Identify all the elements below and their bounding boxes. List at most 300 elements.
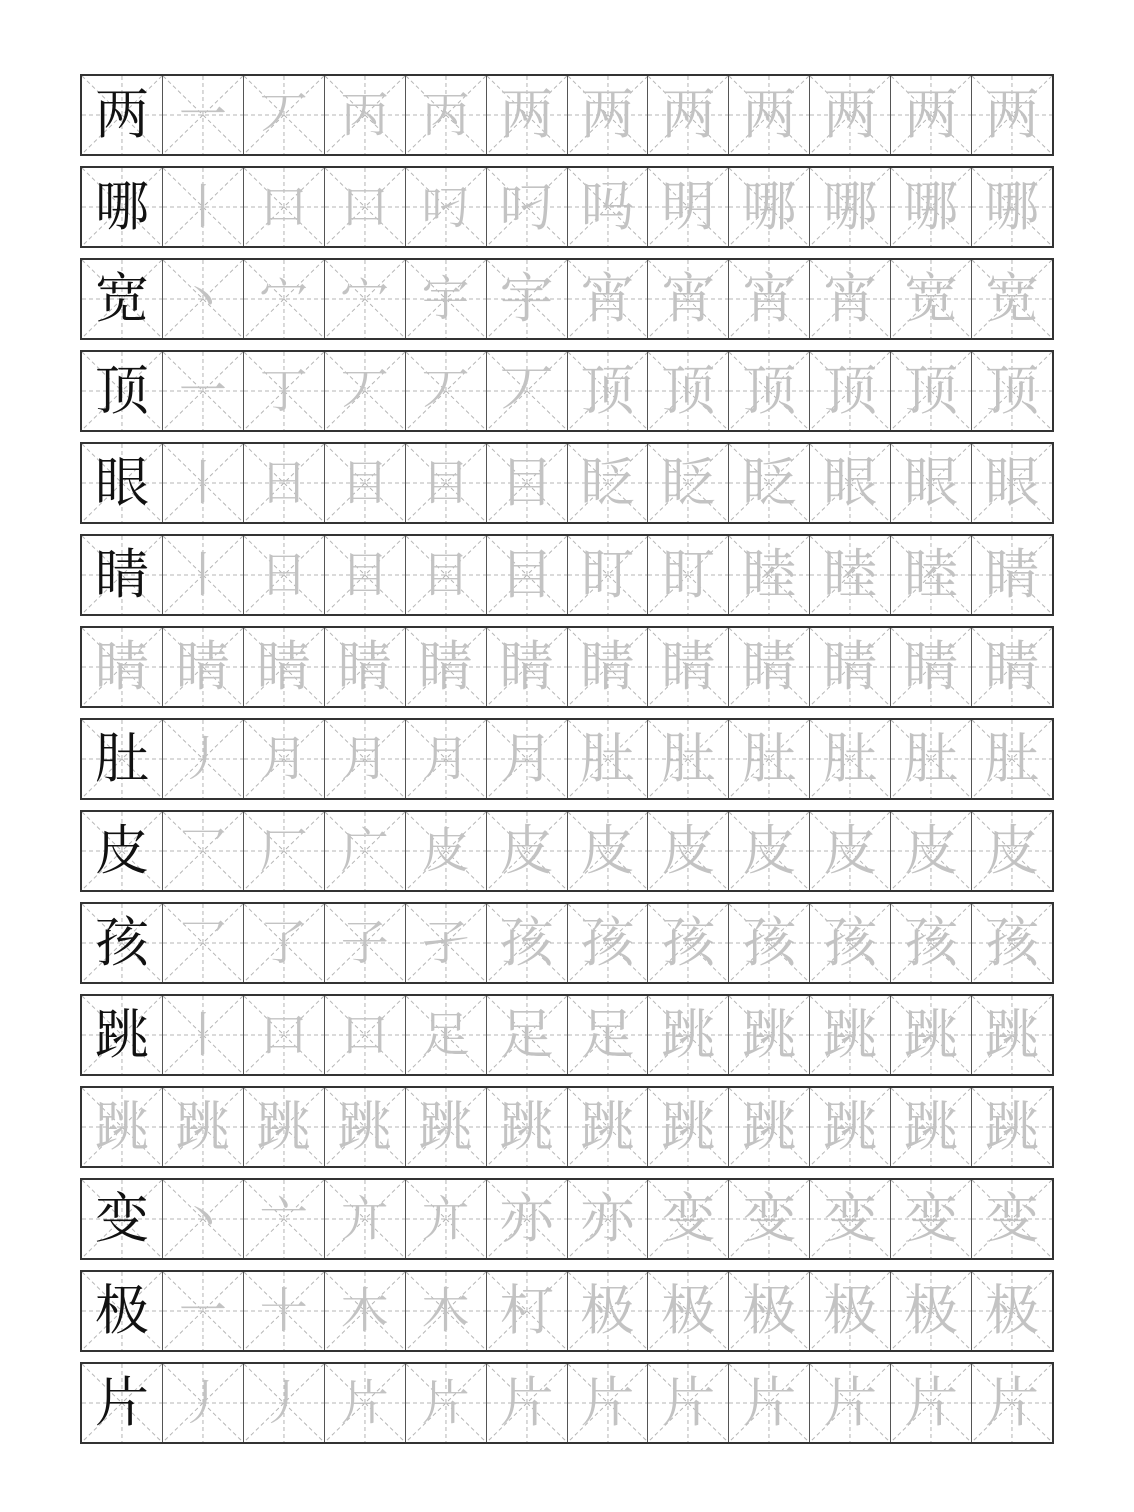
trace-character: 两 (985, 83, 1040, 146)
trace-character: 片 (742, 1371, 797, 1434)
tracing-box (324, 352, 405, 430)
trace-character: 睛 (661, 635, 716, 698)
trace-character: 极 (823, 1279, 878, 1342)
tracing-box (647, 904, 728, 982)
tracing-box (486, 260, 567, 338)
tracing-box (324, 444, 405, 522)
tracing-box (809, 996, 890, 1074)
trace-character: 宀 (340, 271, 389, 327)
trace-character: 丿 (259, 1375, 308, 1431)
tracing-box (567, 904, 648, 982)
tracing-box (324, 168, 405, 246)
model-character: 睛 (94, 543, 149, 606)
tracing-box (809, 76, 890, 154)
trace-character: 肚 (661, 727, 716, 790)
tracing-box (486, 1088, 567, 1166)
trace-character: 目 (499, 451, 554, 514)
practice-row (80, 74, 1054, 156)
tracing-box (243, 76, 324, 154)
tracing-box (728, 904, 809, 982)
tracing-box (647, 812, 728, 890)
trace-character: 皮 (985, 819, 1040, 882)
tracing-box (890, 812, 971, 890)
tracing-box (405, 1180, 486, 1258)
trace-character: 跳 (742, 1003, 797, 1066)
trace-character: 睛 (175, 635, 230, 698)
trace-character: 跳 (418, 1095, 473, 1158)
trace-character: 月 (499, 727, 554, 790)
trace-character: 宇 (499, 267, 554, 330)
trace-character: 厂 (259, 823, 308, 879)
trace-character: 肚 (985, 727, 1040, 790)
trace-character: 极 (580, 1279, 635, 1342)
tracing-box (647, 76, 728, 154)
tracing-box (162, 1180, 243, 1258)
tracing-box (809, 1180, 890, 1258)
tracing-box (486, 904, 567, 982)
tracing-box (567, 720, 648, 798)
tracing-box (486, 1364, 567, 1442)
trace-character: 广 (340, 823, 389, 879)
tracing-box (324, 1364, 405, 1442)
trace-character: 皮 (421, 823, 470, 879)
tracing-box (971, 352, 1052, 430)
tracing-box (647, 260, 728, 338)
tracing-box (486, 1272, 567, 1350)
trace-character: 口 (259, 179, 308, 235)
trace-character: 睛 (499, 635, 554, 698)
trace-character: 孩 (742, 911, 797, 974)
trace-character: 变 (661, 1187, 716, 1250)
trace-character: 足 (580, 1003, 635, 1066)
tracing-box (647, 444, 728, 522)
tracing-box (728, 444, 809, 522)
trace-character: 目 (340, 455, 389, 511)
trace-character: 丨 (178, 455, 227, 511)
tracing-box (890, 352, 971, 430)
trace-character: 跳 (256, 1095, 311, 1158)
trace-character: 睛 (337, 635, 392, 698)
trace-character: 月 (259, 731, 308, 787)
trace-character: 丨 (178, 547, 227, 603)
practice-row (80, 534, 1054, 616)
tracing-box (243, 720, 324, 798)
trace-character: 叼 (421, 179, 470, 235)
trace-character: 宽 (985, 267, 1040, 330)
trace-character: 片 (340, 1375, 389, 1431)
trace-character: 睦 (742, 543, 797, 606)
tracing-box (890, 720, 971, 798)
tracing-box (405, 352, 486, 430)
trace-character: 肚 (904, 727, 959, 790)
trace-character: 月 (421, 731, 470, 787)
tracing-box (728, 628, 809, 706)
trace-character: 丆 (499, 359, 554, 422)
trace-character: 一 (178, 1283, 227, 1339)
trace-character: 丆 (259, 87, 308, 143)
trace-character: 孩 (661, 911, 716, 974)
tracing-box (486, 628, 567, 706)
tracing-box (567, 628, 648, 706)
tracing-box (243, 904, 324, 982)
trace-character: 足 (499, 1003, 554, 1066)
trace-character: 肚 (742, 727, 797, 790)
tracing-box (324, 1180, 405, 1258)
tracing-box (728, 996, 809, 1074)
tracing-box (243, 260, 324, 338)
tracing-box (647, 628, 728, 706)
tracing-box (971, 536, 1052, 614)
trace-character: 皮 (742, 819, 797, 882)
tracing-box (243, 536, 324, 614)
practice-row (80, 1270, 1054, 1352)
trace-character: 丶 (178, 271, 227, 327)
tracing-box (162, 628, 243, 706)
trace-character: 极 (985, 1279, 1040, 1342)
practice-row (80, 1178, 1054, 1260)
tracing-box (728, 1272, 809, 1350)
trace-character: 足 (421, 1007, 470, 1063)
trace-character: 片 (661, 1371, 716, 1434)
trace-character: 丿 (178, 1375, 227, 1431)
tracing-box (405, 1364, 486, 1442)
tracing-box (647, 168, 728, 246)
tracing-box (890, 536, 971, 614)
tracing-box (890, 1088, 971, 1166)
tracing-box (728, 1364, 809, 1442)
tracing-box (809, 904, 890, 982)
trace-character: 口 (259, 1007, 308, 1063)
trace-character: 哪 (742, 175, 797, 238)
tracing-box (809, 536, 890, 614)
tracing-box (567, 260, 648, 338)
trace-character: 两 (823, 83, 878, 146)
trace-character: 睛 (742, 635, 797, 698)
trace-character: 亦 (499, 1187, 554, 1250)
tracing-box (647, 1272, 728, 1350)
tracing-box (809, 812, 890, 890)
tracing-box (405, 536, 486, 614)
tracing-box (728, 76, 809, 154)
trace-character: 一 (178, 363, 227, 419)
tracing-box (890, 168, 971, 246)
tracing-box (405, 168, 486, 246)
tracing-box (728, 1180, 809, 1258)
trace-character: 孩 (904, 911, 959, 974)
trace-character: 孑 (421, 915, 470, 971)
trace-character: 皮 (499, 819, 554, 882)
trace-character: 睛 (985, 635, 1040, 698)
model-character: 跳 (94, 1095, 149, 1158)
tracing-box (728, 352, 809, 430)
model-character: 宽 (94, 267, 149, 330)
trace-character: 片 (823, 1371, 878, 1434)
tracing-box (486, 536, 567, 614)
tracing-box (405, 444, 486, 522)
tracing-box (567, 1180, 648, 1258)
tracing-box (647, 352, 728, 430)
tracing-box (647, 720, 728, 798)
trace-character: 变 (985, 1187, 1040, 1250)
trace-character: 肚 (823, 727, 878, 790)
tracing-box (162, 352, 243, 430)
tracing-box (324, 1272, 405, 1350)
model-character: 睛 (94, 635, 149, 698)
tracing-box (405, 76, 486, 154)
tracing-box (890, 628, 971, 706)
practice-row (80, 350, 1054, 432)
tracing-box (971, 1088, 1052, 1166)
model-character: 变 (94, 1187, 149, 1250)
trace-character: 眨 (661, 451, 716, 514)
trace-character: 叼 (499, 175, 554, 238)
trace-character: 跳 (499, 1095, 554, 1158)
tracing-box (809, 444, 890, 522)
tracing-box (162, 444, 243, 522)
tracing-box (567, 444, 648, 522)
tracing-box (971, 812, 1052, 890)
tracing-box (486, 76, 567, 154)
trace-character: 了 (259, 915, 308, 971)
tracing-box (486, 996, 567, 1074)
tracing-box (567, 536, 648, 614)
tracing-box (405, 996, 486, 1074)
trace-character: 两 (904, 83, 959, 146)
trace-character: 跳 (823, 1095, 878, 1158)
tracing-box (809, 352, 890, 430)
tracing-box (162, 996, 243, 1074)
tracing-box (890, 1180, 971, 1258)
trace-character: 片 (904, 1371, 959, 1434)
trace-character: 木 (421, 1283, 470, 1339)
trace-character: 孩 (823, 911, 878, 974)
tracing-box (486, 168, 567, 246)
tracing-box (324, 996, 405, 1074)
model-character-box (82, 1180, 162, 1258)
trace-character: 跳 (985, 1095, 1040, 1158)
trace-character: 宵 (742, 267, 797, 330)
tracing-box (647, 1180, 728, 1258)
tracing-box (162, 1272, 243, 1350)
trace-character: 眼 (823, 451, 878, 514)
trace-character: 丨 (178, 179, 227, 235)
trace-character: 跳 (337, 1095, 392, 1158)
trace-character: 变 (823, 1187, 878, 1250)
tracing-box (405, 260, 486, 338)
trace-character: 跳 (661, 1095, 716, 1158)
trace-character: 片 (421, 1375, 470, 1431)
trace-character: 眨 (580, 451, 635, 514)
tracing-box (486, 812, 567, 890)
practice-row (80, 810, 1054, 892)
model-character-box (82, 1088, 162, 1166)
practice-row (80, 442, 1054, 524)
trace-character: 朾 (499, 1279, 554, 1342)
practice-row (80, 258, 1054, 340)
practice-grid (80, 74, 1054, 1454)
tracing-box (324, 76, 405, 154)
trace-character: 片 (580, 1371, 635, 1434)
tracing-box (647, 1364, 728, 1442)
trace-character: 宵 (823, 267, 878, 330)
trace-character: 两 (661, 83, 716, 146)
tracing-box (890, 444, 971, 522)
trace-character: 日 (259, 547, 308, 603)
tracing-box (567, 1272, 648, 1350)
tracing-box (809, 1088, 890, 1166)
trace-character: 口 (340, 1007, 389, 1063)
tracing-box (243, 168, 324, 246)
trace-character: 片 (985, 1371, 1040, 1434)
tracing-box (243, 352, 324, 430)
trace-character: 跳 (580, 1095, 635, 1158)
trace-character: 片 (499, 1371, 554, 1434)
tracing-box (971, 1180, 1052, 1258)
trace-character: 睛 (985, 543, 1040, 606)
model-character: 肚 (94, 727, 149, 790)
tracing-box (728, 536, 809, 614)
practice-row (80, 1086, 1054, 1168)
tracing-box (890, 904, 971, 982)
trace-character: 宵 (661, 267, 716, 330)
trace-character: 顶 (985, 359, 1040, 422)
trace-character: 睛 (256, 635, 311, 698)
tracing-box (243, 628, 324, 706)
model-character-box (82, 444, 162, 522)
model-character: 皮 (94, 819, 149, 882)
model-character: 哪 (94, 175, 149, 238)
trace-character: 丨 (178, 1007, 227, 1063)
trace-character: 变 (742, 1187, 797, 1250)
trace-character: 丶 (178, 1191, 227, 1247)
tracing-box (405, 904, 486, 982)
tracing-box (971, 628, 1052, 706)
tracing-box (243, 996, 324, 1074)
tracing-box (971, 444, 1052, 522)
trace-character: 宀 (259, 271, 308, 327)
trace-character: 孩 (499, 911, 554, 974)
trace-character: 两 (580, 83, 635, 146)
trace-character: 明 (661, 175, 716, 238)
tracing-box (162, 1088, 243, 1166)
trace-character: 十 (259, 1283, 308, 1339)
tracing-box (567, 812, 648, 890)
trace-character: 一 (178, 87, 227, 143)
tracing-box (647, 996, 728, 1074)
tracing-box (324, 1088, 405, 1166)
trace-character: 哪 (985, 175, 1040, 238)
tracing-box (324, 812, 405, 890)
trace-character: 目 (499, 543, 554, 606)
trace-character: 丁 (259, 363, 308, 419)
tracing-box (243, 1180, 324, 1258)
model-character-box (82, 260, 162, 338)
tracing-box (405, 1088, 486, 1166)
tracing-box (890, 1364, 971, 1442)
tracing-box (971, 996, 1052, 1074)
tracing-box (162, 904, 243, 982)
tracing-box (728, 168, 809, 246)
model-character: 极 (94, 1279, 149, 1342)
practice-row (80, 994, 1054, 1076)
tracing-box (243, 812, 324, 890)
trace-character: 跳 (661, 1003, 716, 1066)
tracing-box (647, 536, 728, 614)
model-character: 顶 (94, 359, 149, 422)
trace-character: 顶 (823, 359, 878, 422)
trace-character: 跳 (742, 1095, 797, 1158)
trace-character: 眨 (742, 451, 797, 514)
tracing-box (728, 812, 809, 890)
trace-character: 睛 (904, 635, 959, 698)
tracing-box (728, 720, 809, 798)
tracing-box (728, 1088, 809, 1166)
practice-row (80, 626, 1054, 708)
trace-character: 皮 (580, 819, 635, 882)
trace-character: 哪 (904, 175, 959, 238)
tracing-box (405, 628, 486, 706)
tracing-box (890, 1272, 971, 1350)
trace-character: 吗 (580, 175, 635, 238)
practice-row (80, 902, 1054, 984)
model-character-box (82, 628, 162, 706)
trace-character: 皮 (661, 819, 716, 882)
trace-character: 两 (499, 83, 554, 146)
trace-character: 睛 (823, 635, 878, 698)
trace-character: 丙 (421, 87, 470, 143)
model-character: 片 (94, 1371, 149, 1434)
tracing-box (243, 444, 324, 522)
tracing-box (567, 996, 648, 1074)
trace-character: 子 (340, 915, 389, 971)
trace-character: 睦 (823, 543, 878, 606)
tracing-box (324, 536, 405, 614)
trace-character: 极 (904, 1279, 959, 1342)
trace-character: 日 (259, 455, 308, 511)
trace-character: 跳 (823, 1003, 878, 1066)
tracing-box (647, 1088, 728, 1166)
trace-character: 亦 (580, 1187, 635, 1250)
tracing-box (809, 1364, 890, 1442)
trace-character: 跳 (985, 1003, 1040, 1066)
tracing-box (971, 260, 1052, 338)
model-character-box (82, 904, 162, 982)
tracing-box (162, 168, 243, 246)
trace-character: 皮 (904, 819, 959, 882)
model-character-box (82, 720, 162, 798)
tracing-box (486, 352, 567, 430)
tracing-box (162, 720, 243, 798)
tracing-box (162, 536, 243, 614)
trace-character: 孩 (985, 911, 1040, 974)
trace-character: 口 (340, 179, 389, 235)
model-character: 眼 (94, 451, 149, 514)
tracing-box (486, 444, 567, 522)
tracing-box (567, 352, 648, 430)
model-character: 两 (94, 83, 149, 146)
model-character-box (82, 812, 162, 890)
tracing-box (971, 720, 1052, 798)
trace-character: 跳 (904, 1095, 959, 1158)
trace-character: 睦 (904, 543, 959, 606)
tracing-box (890, 76, 971, 154)
model-character-box (82, 1272, 162, 1350)
trace-character: 顶 (742, 359, 797, 422)
trace-character: 丆 (340, 363, 389, 419)
trace-character: 丆 (421, 363, 470, 419)
tracing-box (405, 720, 486, 798)
tracing-box (809, 1272, 890, 1350)
